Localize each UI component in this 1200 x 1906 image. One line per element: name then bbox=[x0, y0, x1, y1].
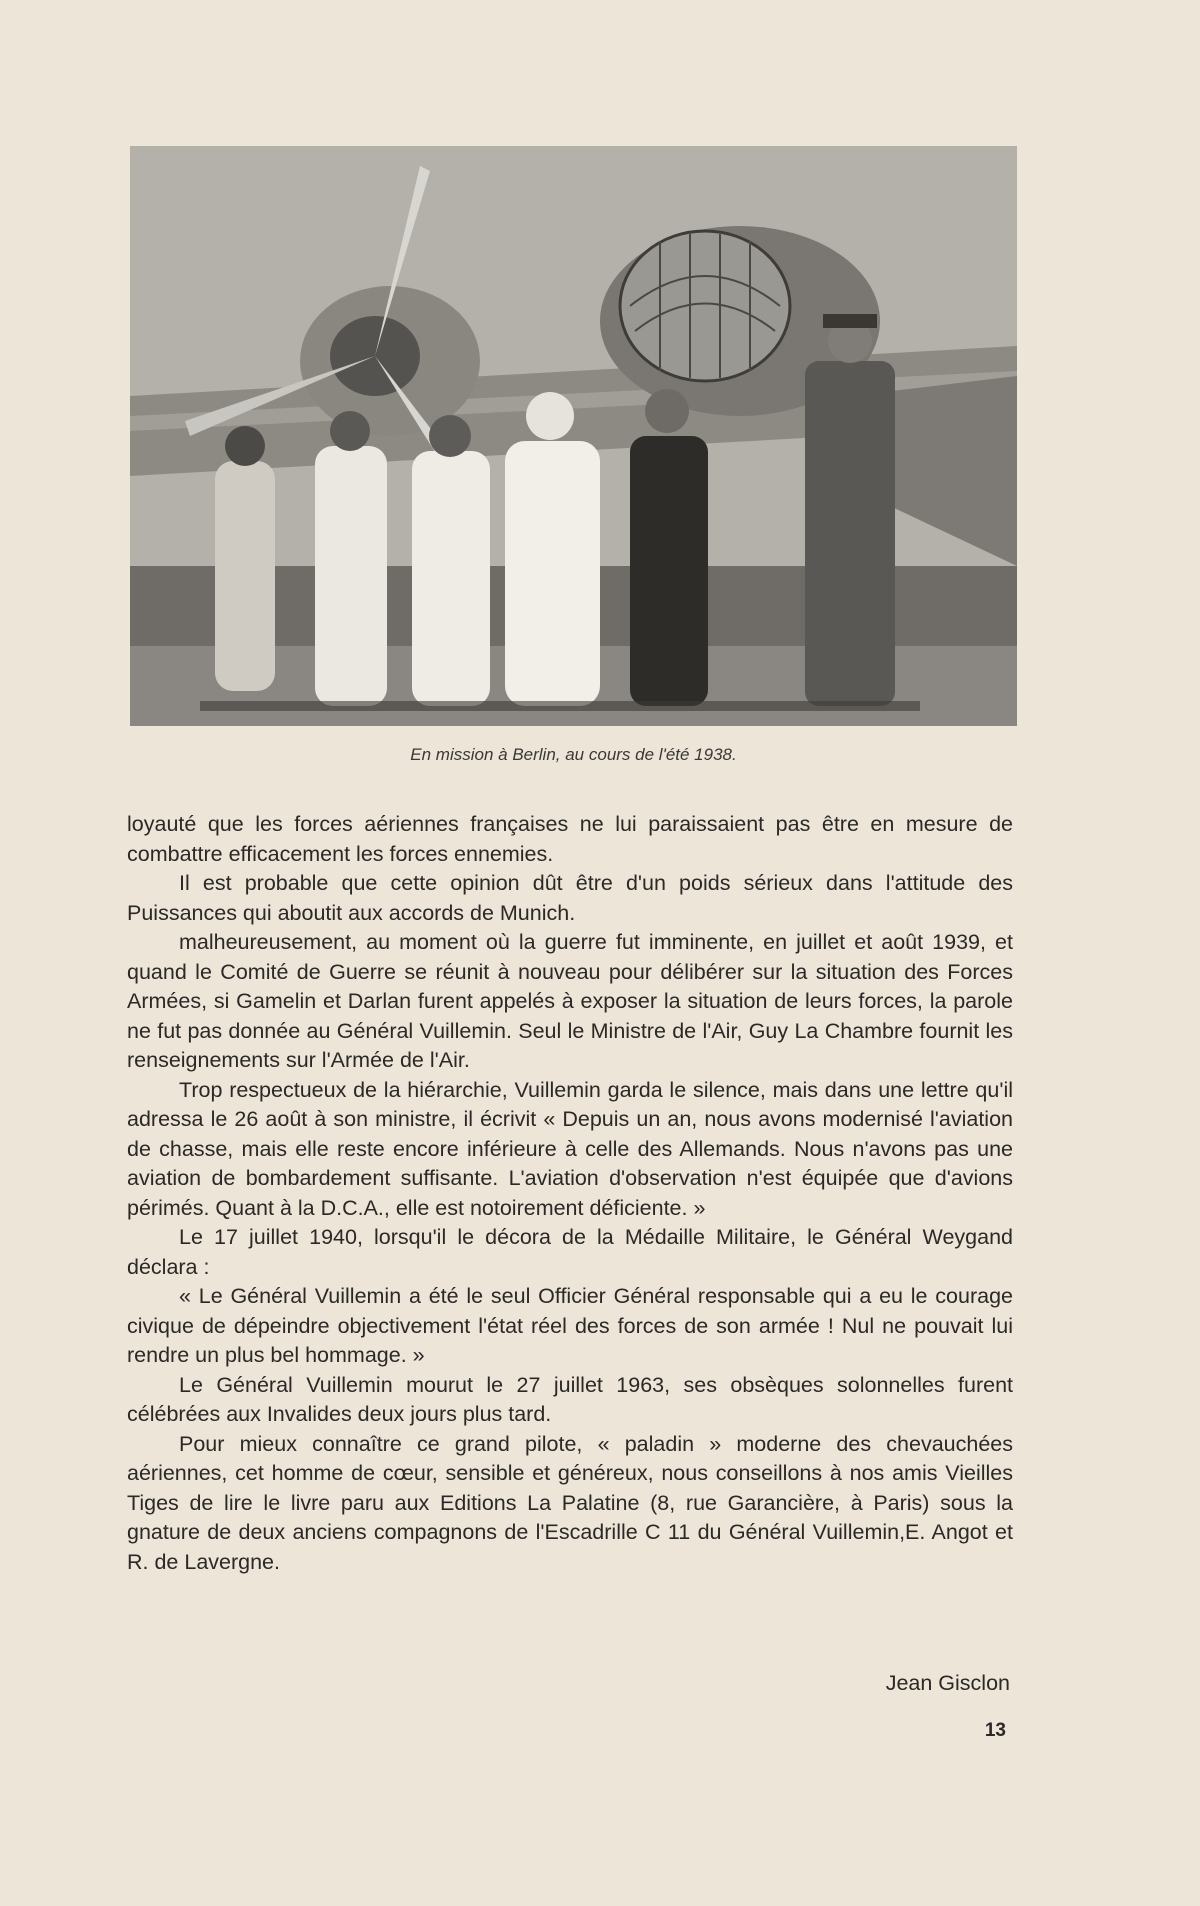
aircraft-group-photo-illustration bbox=[130, 146, 1017, 726]
paragraph: malheureusement, au moment où la guerre fut imminente, en juillet et août 1939, et quand le Comité de Guerre se réunit à nouveau pour délibérer sur la situation des Forces Armées, si Gamelin et Darlan furent appelés à exposer la situation de leurs forces, la parole ne fut pas donnée au Général Vuillemin. Seul le Ministre de l'Air, Guy La Chambre fournit les renseignements sur l'Armée de l'Air. bbox=[127, 930, 1013, 1072]
page-number: 13 bbox=[984, 1720, 1006, 1741]
paragraph: Le Général Vuillemin mourut le 27 juillet 1963, ses obsèques solonnelles furent célébrées aux Invalides deux jours plus tard. bbox=[127, 1372, 1013, 1426]
quote-paragraph: « Le Général Vuillemin a été le seul Officier Général responsable qui a eu le courage civique de dépeindre objectivement l'état réel des forces de son armée ! Nul ne pouvait lui rendre un plus bel hommage. » bbox=[127, 1284, 1013, 1367]
paragraph: loyauté que les forces aériennes françaises ne lui paraissaient pas être en mesure de combattre efficacement les forces ennemies. bbox=[127, 812, 1013, 866]
photo-caption: En mission à Berlin, au cours de l'été 1938. bbox=[410, 745, 737, 764]
article-body bbox=[127, 810, 1013, 1577]
paragraph: Le 17 juillet 1940, lorsqu'il le décora de la Médaille Militaire, le Général Weygand déclara : bbox=[127, 1225, 1013, 1279]
paragraph: Il est probable que cette opinion dût être d'un poids sérieux dans l'attitude des Puissances qui aboutit aux accords de Munich. bbox=[127, 871, 1013, 925]
paragraph: Trop respectueux de la hiérarchie, Vuillemin garda le silence, mais dans une lettre qu'il adressa le 26 août à son ministre, il écrivit « Depuis un an, nous avons modernisé l'aviation de chasse, mais elle reste encore inférieure à celle des Allemands. Nous n'avons pas une aviation de bombardement suffisante. L'aviation d'observation n'est équipée que d'avions périmés. Quant à la D.C.A., elle est notoirement déficiente. » bbox=[127, 1077, 1013, 1220]
paragraph: Pour mieux connaître ce grand pilote, « paladin » moderne des chevauchées aériennes, cet homme de cœur, sensible et généreux, nous conseillons à nos amis Vieilles Tiges de lire le livre paru aux Editions La Palatine (8, rue Garancière, à Paris) sous la gnature de deux anciens compagnons de l'Escadrille C 11 du Général Vuillemin,E. Angot et R. de Lavergne. bbox=[127, 1431, 1013, 1574]
author-signature: Jean Gisclon bbox=[885, 1671, 1010, 1695]
historical-photo bbox=[130, 146, 1017, 726]
